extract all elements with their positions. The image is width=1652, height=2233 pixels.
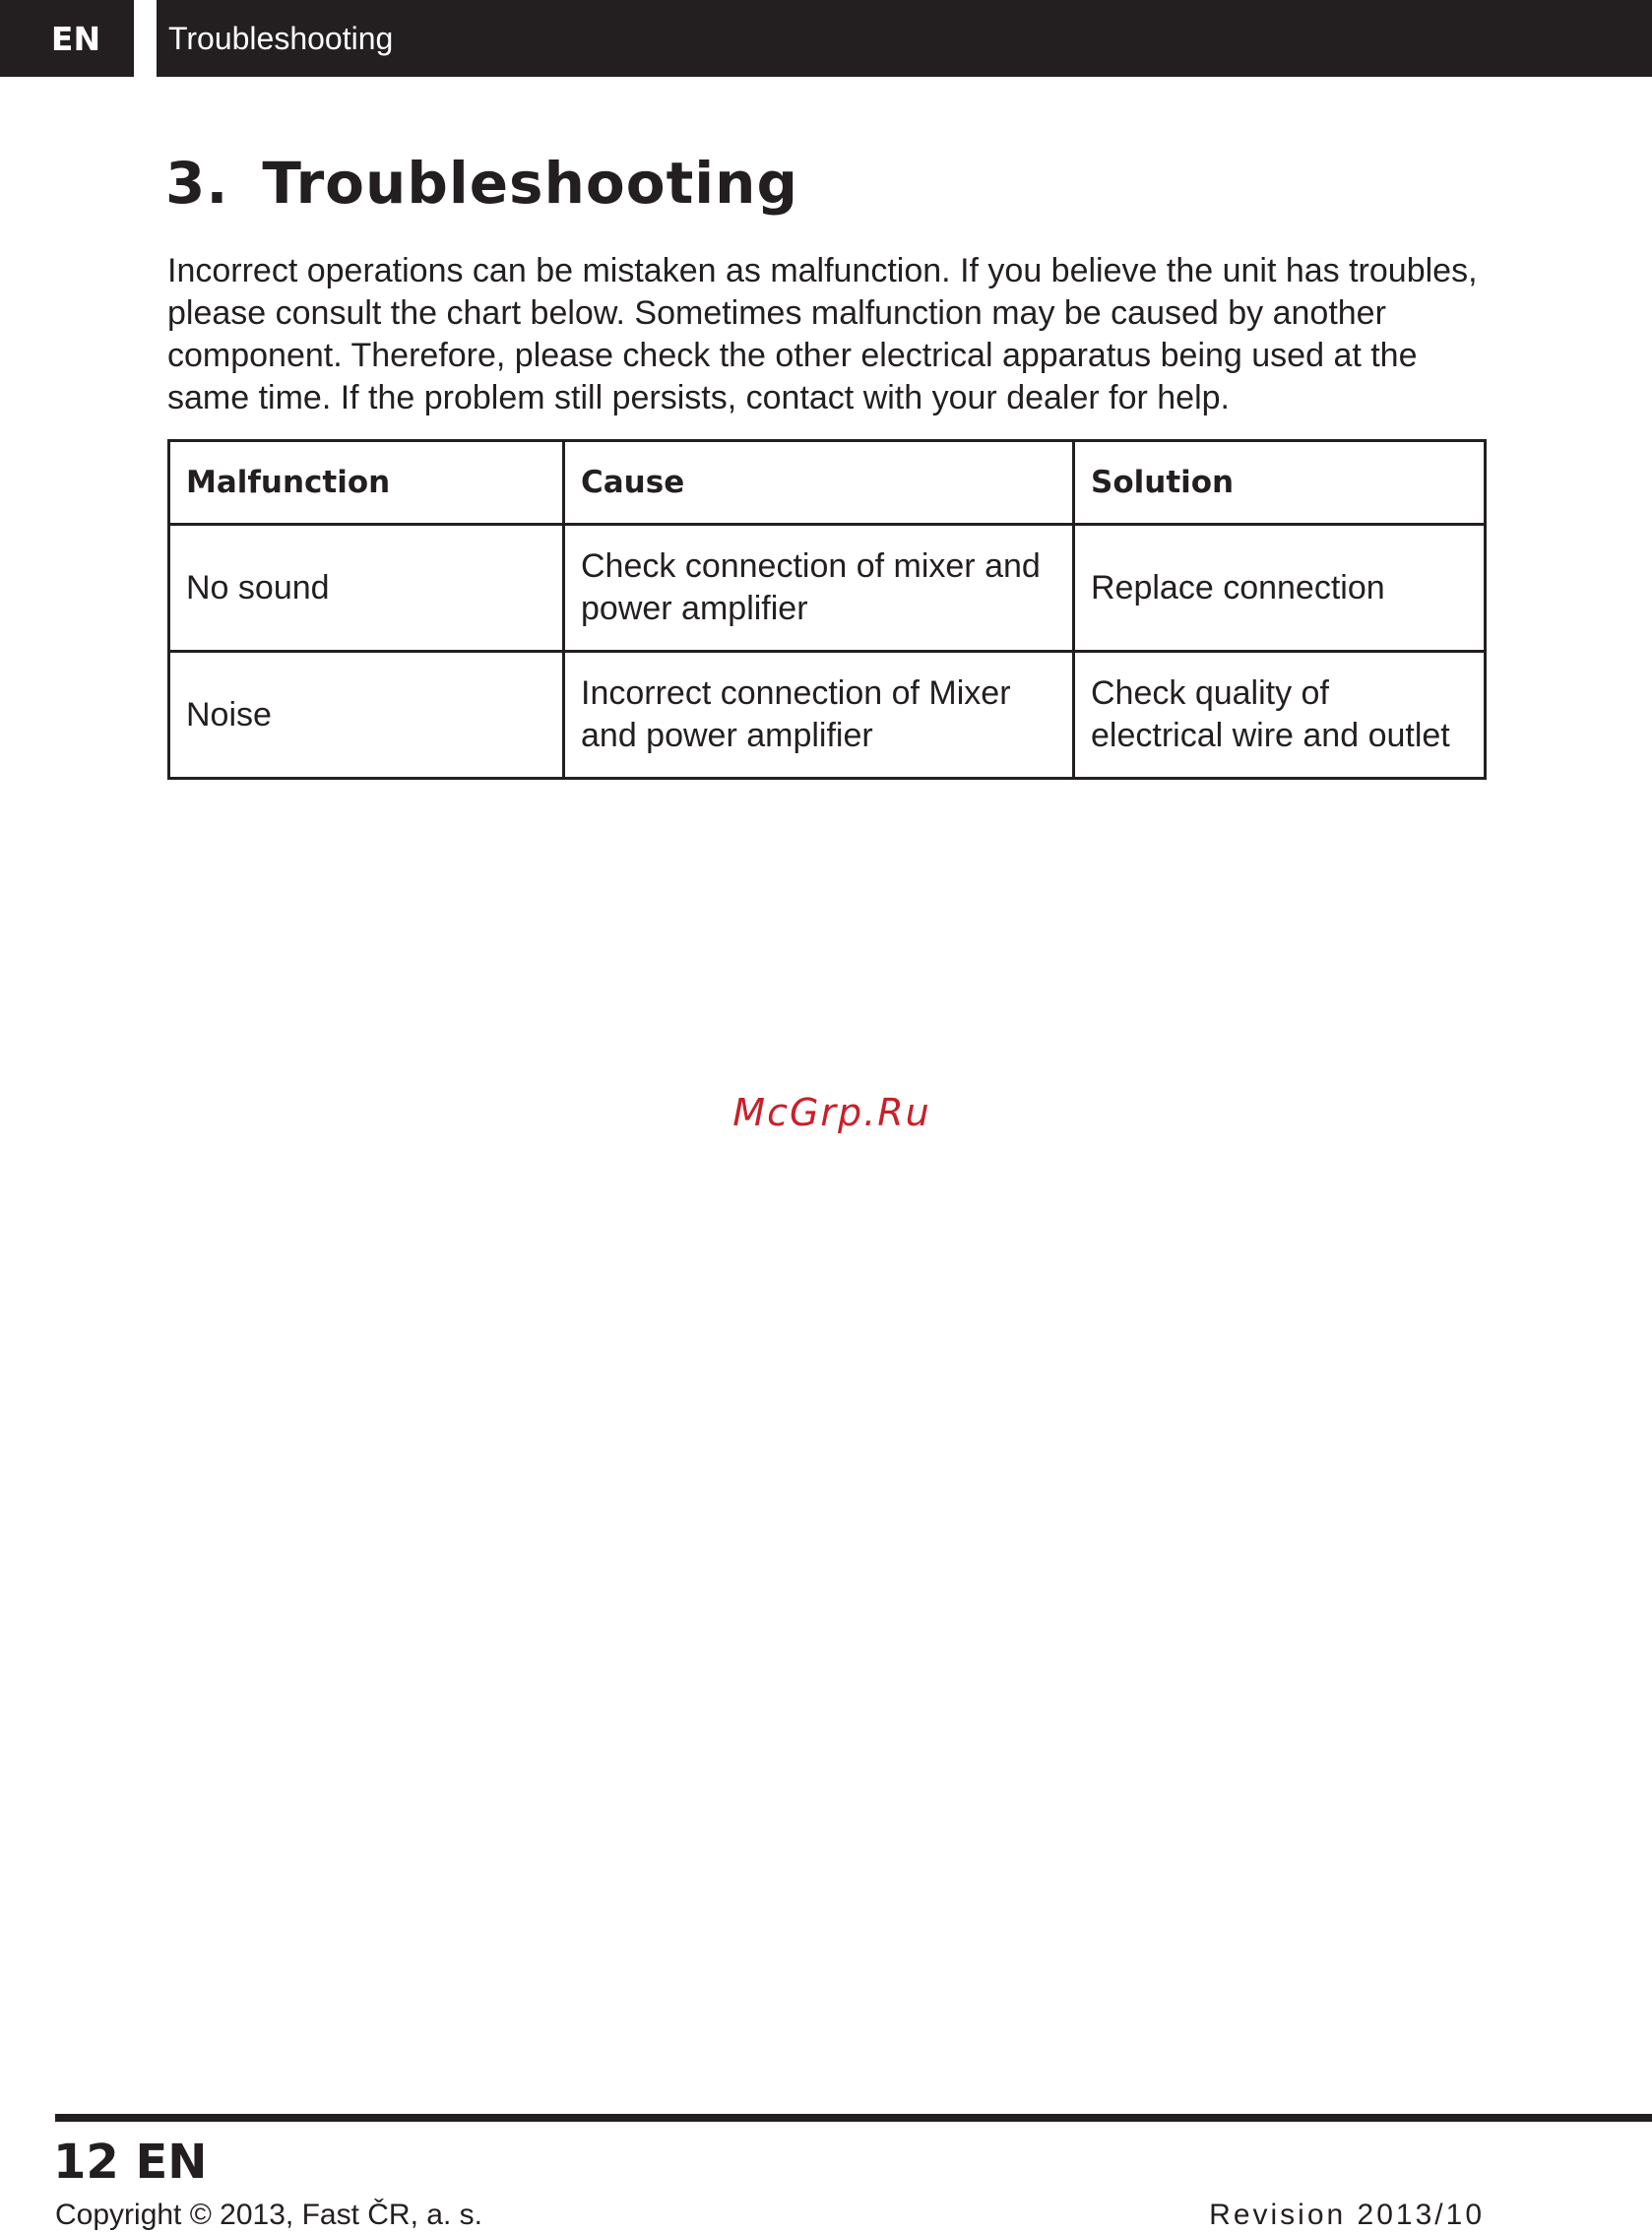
malfunction-cell: No sound (169, 525, 564, 652)
page-number: 12 EN (53, 2135, 208, 2190)
column-header-solution: Solution (1074, 441, 1486, 525)
running-header-title: Troubleshooting (168, 20, 394, 56)
revision-label: Revision 2013/10 (1209, 2199, 1485, 2231)
column-header-cause: Cause (564, 441, 1074, 525)
copyright-notice: Copyright © 2013, Fast ČR, a. s. (55, 2199, 482, 2231)
solution-cell: Check quality of electrical wire and outlet (1074, 652, 1486, 779)
troubleshooting-table (167, 439, 1487, 780)
solution-cell: Replace connection (1074, 525, 1486, 652)
section-title-text: Troubleshooting (262, 150, 798, 217)
malfunction-cell: Noise (169, 652, 564, 779)
section-number: 3. (165, 150, 229, 217)
running-header (157, 0, 1652, 77)
table-row (169, 652, 1486, 779)
footer-divider (55, 2114, 1652, 2122)
cause-cell: Incorrect connection of Mixer and power amplifier (564, 652, 1074, 779)
table-row (169, 525, 1486, 652)
language-tab: EN (0, 0, 134, 77)
cause-cell: Check connection of mixer and power amplifier (564, 525, 1074, 652)
table-header-row (169, 441, 1486, 525)
column-header-malfunction: Malfunction (169, 441, 564, 525)
section-title (165, 150, 798, 217)
watermark: McGrp.Ru (732, 1091, 931, 1134)
intro-paragraph: Incorrect operations can be mistaken as malfunction. If you believe the unit has troubles, please consult the chart below. Sometimes malfunction may be caused by another component. Therefore, please check the other electrical apparatus being used at the same time. If the problem still persists, contact with your dealer for help. (167, 252, 1478, 416)
